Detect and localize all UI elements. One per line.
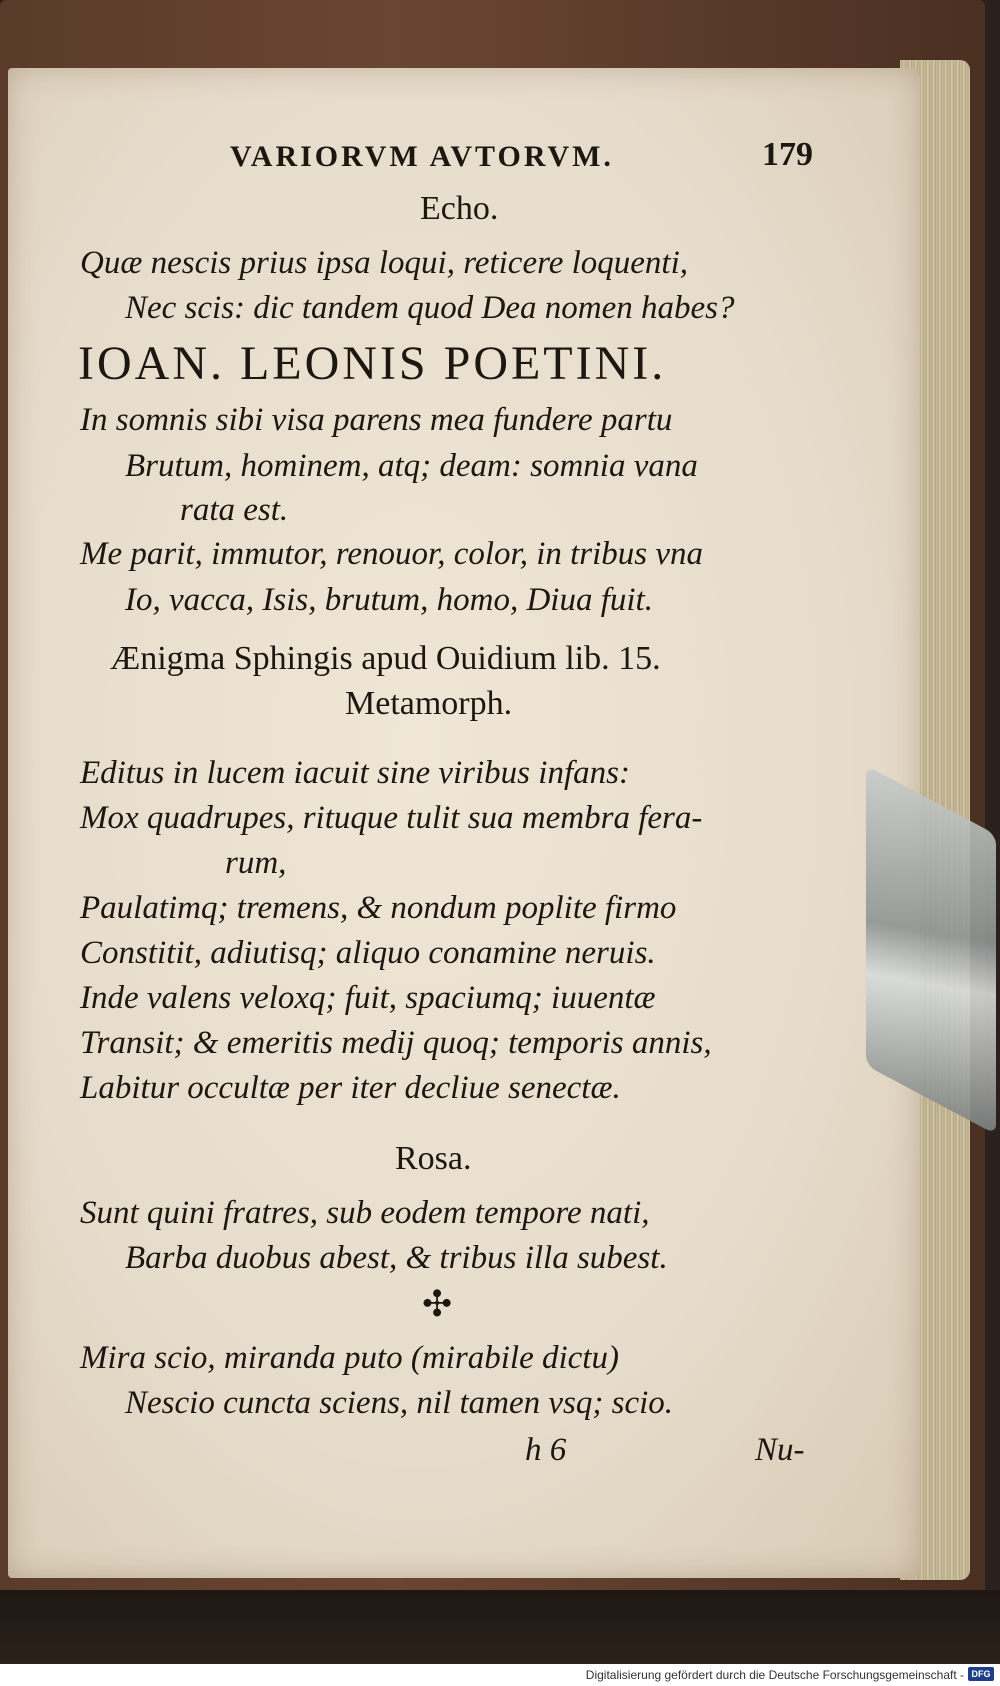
footer-credit: Digitalisierung gefördert durch die Deutsche Forschungsgemeinschaft - — [585, 1668, 964, 1682]
sphinx-line-6: Inde valens veloxq; fuit, spaciumq; iuuentæ — [80, 980, 656, 1016]
rosa-title: Rosa. — [395, 1140, 472, 1177]
sphinx-line-8: Labitur occultæ per iter decliue senectæ. — [80, 1070, 621, 1106]
sphinx-title-1: Ænigma Sphingis apud Ouidium lib. 15. — [110, 640, 661, 677]
sphinx-line-5: Constitit, adiutisq; aliquo conamine neruis. — [80, 935, 656, 971]
rosa-line-1: Sunt quini fratres, sub eodem tempore nati, — [80, 1195, 650, 1231]
sphinx-line-3: rum, — [225, 845, 287, 881]
footer-bar — [0, 1664, 1000, 1686]
dfg-logo-icon: DFG — [968, 1667, 994, 1681]
signature-mark: h 6 — [525, 1432, 567, 1468]
scan-bottom-band — [0, 1590, 1000, 1664]
poetini-line-1: In somnis sibi visa parens mea fundere partu — [80, 402, 673, 438]
poetini-title: IOAN. LEONIS POETINI. — [78, 337, 667, 390]
poetini-line-3: rata est. — [180, 492, 289, 528]
rosa-line-2: Barba duobus abest, & tribus illa subest. — [125, 1240, 668, 1276]
poetini-line-2: Brutum, hominem, atq; deam: somnia vana — [125, 448, 698, 484]
running-header: VARIORVM AVTORVM. — [230, 140, 614, 173]
echo-line-2: Nec scis: dic tandem quod Dea nomen habes? — [125, 290, 735, 326]
poetini-line-5: Io, vacca, Isis, brutum, homo, Diua fuit. — [125, 582, 653, 618]
final-line-1: Mira scio, miranda puto (mirabile dictu) — [80, 1340, 619, 1376]
fleuron-icon: ✣ — [422, 1284, 453, 1324]
catchword: Nu- — [755, 1432, 805, 1468]
poetini-line-4: Me parit, immutor, renouor, color, in tribus vna — [80, 536, 704, 572]
sphinx-line-4: Paulatimq; tremens, & nondum poplite firmo — [80, 890, 677, 926]
page-number: 179 — [762, 136, 813, 173]
sphinx-title-2: Metamorph. — [345, 685, 513, 722]
final-line-2: Nescio cuncta sciens, nil tamen vsq; scio. — [125, 1385, 674, 1421]
echo-title: Echo. — [420, 190, 499, 227]
sphinx-line-1: Editus in lucem iacuit sine viribus infans: — [80, 755, 630, 791]
sphinx-line-7: Transit; & emeritis medij quoq; temporis annis, — [80, 1025, 712, 1061]
echo-line-1: Quæ nescis prius ipsa loqui, reticere loquenti, — [80, 245, 689, 281]
sphinx-line-2: Mox quadrupes, rituque tulit sua membra fera- — [80, 800, 703, 836]
